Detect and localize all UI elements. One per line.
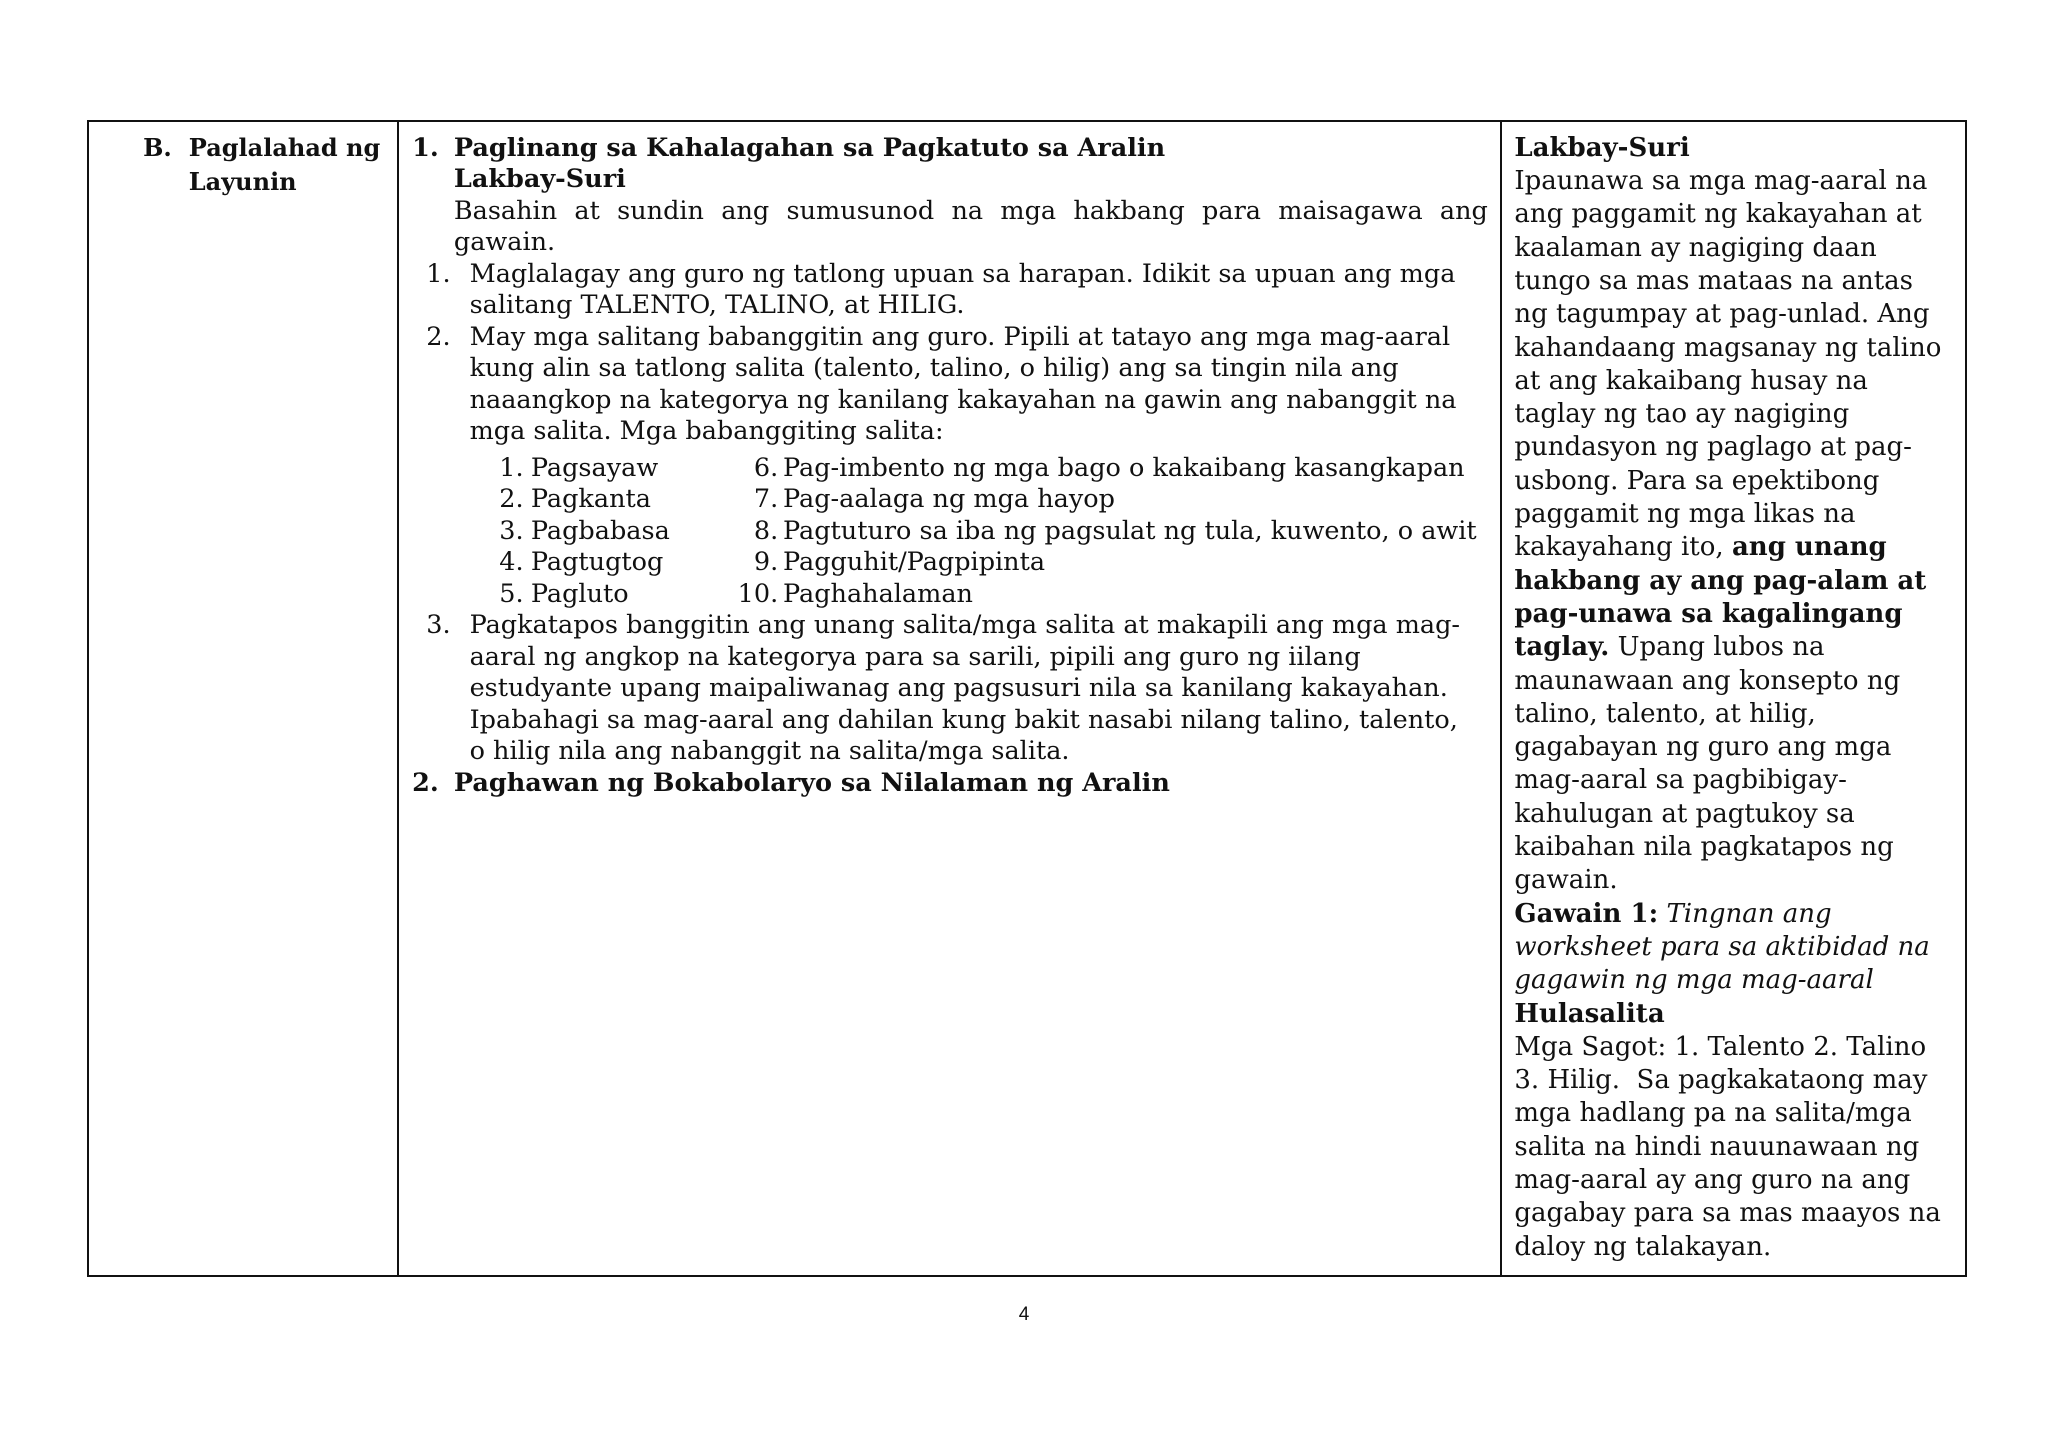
note-line: maunawaan ang konsepto ng — [1514, 665, 1901, 696]
procedure-column — [400, 122, 1502, 1275]
word-row — [400, 579, 1500, 611]
note-subheading: Hulasalita — [1514, 998, 1665, 1029]
word-number: 4. — [499, 547, 524, 578]
step-line: mga salita. Mga babanggiting salita: — [469, 416, 944, 447]
section-number: 2. — [412, 767, 439, 798]
note-line: usbong. Para sa epektibong — [1514, 465, 1880, 496]
step-line: salitang TALENTO, TALINO, at HILIG. — [469, 290, 965, 321]
note-line: mga hadlang pa na salita/mga — [1514, 1098, 1912, 1129]
word-number: 9. — [753, 547, 779, 578]
step-line: Pagkatapos banggitin ang unang salita/mga salita at makapili ang mga mag- — [469, 610, 1461, 641]
word-number: 5. — [499, 578, 524, 609]
note-line: tungo sa mas mataas na antas — [1514, 265, 1914, 296]
lesson-table — [87, 120, 1967, 1277]
note-text: Upang lubos na — [1617, 632, 1825, 663]
note-line: kahandaang magsanay ng talino — [1514, 332, 1942, 363]
note-line: talino, talento, at hilig, — [1514, 698, 1816, 729]
note-line: pundasyon ng paglago at pag- — [1514, 432, 1912, 463]
step-item — [400, 259, 1500, 322]
intro-line: Basahin at sundin ang sumusunod na mga hakbang para maisagawa ang — [453, 195, 1488, 226]
intro-line: gawain. — [453, 227, 556, 258]
note-line: ng tagumpay at pag-unlad. Ang — [1514, 299, 1930, 330]
note-line: gagabay para sa mas maayos na — [1514, 1198, 1941, 1229]
objective-heading-line: Paglalahad ng — [188, 133, 381, 163]
note-line: gawain. — [1514, 865, 1618, 896]
note-bold-text: ang unang — [1731, 532, 1887, 563]
word-text: Pagguhit/Pagpipinta — [782, 547, 1046, 578]
word-number: 1. — [499, 452, 524, 483]
section-number: 1. — [412, 132, 439, 163]
note-line: mag-aaral ay ang guro na ang — [1514, 1165, 1911, 1195]
step-number: 1. — [426, 258, 451, 289]
word-text: Pagluto — [530, 578, 629, 609]
section-title: Paglinang sa Kahalagahan sa Pagkatuto sa Aralin — [453, 132, 1166, 163]
note-line: ang paggamit ng kakayahan at — [1514, 199, 1922, 230]
notes-content — [1514, 132, 1941, 1264]
note-line: taglay ng tao ay nagiging — [1514, 399, 1850, 430]
note-line: salita na hindi nauunawaan ng — [1514, 1131, 1920, 1162]
objective-letter: B. — [143, 133, 172, 163]
note-heading: Lakbay-Suri — [1514, 132, 1690, 163]
section-title: Paghawan ng Bokabolaryo sa Nilalaman ng Aralin — [453, 767, 1170, 798]
step-item — [400, 322, 1500, 448]
note-line: gagabayan ng guro ang mga — [1514, 732, 1892, 763]
procedure-content — [400, 133, 1500, 800]
note-line: 3. Hilig. Sa pagkakataong may — [1514, 1065, 1928, 1096]
step-line: estudyante upang maipaliwanag ang pagsusuri nila sa kanilang kakayahan. — [469, 673, 1448, 704]
word-row — [400, 453, 1500, 485]
note-line: at ang kakaibang husay na — [1514, 365, 1868, 396]
word-list — [400, 453, 1500, 611]
note-line: kaalaman ay nagiging daan — [1514, 232, 1877, 263]
step-line: kung alin sa tatlong salita (talento, talino, o hilig) ang sa tingin nila ang — [469, 353, 1399, 384]
step-line: Maglalagay ang guro ng tatlong upuan sa harapan. Idikit sa upuan ang mga — [469, 258, 1456, 289]
word-text: Pagbabasa — [530, 515, 670, 546]
notes-column — [1502, 122, 1965, 1275]
activity-instruction-line: gagawin ng mga mag-aaral — [1514, 965, 1874, 996]
word-text: Paghahalaman — [782, 578, 973, 609]
step-item — [400, 610, 1500, 768]
note-bold-text: taglay. — [1514, 632, 1610, 663]
step-number: 2. — [426, 321, 451, 352]
note-line — [1514, 631, 1941, 664]
word-number: 2. — [499, 484, 524, 515]
word-number: 8. — [753, 515, 779, 546]
step-line: May mga salitang babanggitin ang guro. Pipili at tatayo ang mga mag-aaral — [469, 321, 1451, 352]
word-number: 3. — [499, 515, 524, 546]
word-text: Pag-aalaga ng mga hayop — [782, 484, 1115, 515]
note-line: paggamit ng mga likas na — [1514, 499, 1856, 530]
word-number: 6. — [753, 452, 779, 483]
activity-instruction-line: worksheet para sa aktibidad na — [1514, 931, 1930, 962]
answer-line: Mga Sagot: 1. Talento 2. Talino — [1514, 1031, 1927, 1062]
step-line: naaangkop na kategorya ng kanilang kakayahan na gawin ang nabanggit na — [469, 384, 1457, 415]
note-line: kaibahan nila pagkatapos ng — [1514, 832, 1894, 863]
note-bold-line: pag-unawa sa kagalingang — [1514, 598, 1903, 629]
word-text: Pagkanta — [530, 484, 651, 515]
step-line: aaral ng angkop na kategorya para sa sarili, pipili ang guro ng iilang — [469, 641, 1361, 672]
section-1-heading — [400, 133, 1500, 165]
objective-heading — [143, 131, 381, 199]
activity-instruction: Tingnan ang — [1666, 898, 1832, 929]
note-line: Ipaunawa sa mga mag-aaral na — [1514, 166, 1928, 197]
objective-column — [89, 122, 399, 1275]
note-line: daloy ng talakayan. — [1514, 1231, 1772, 1262]
word-number: 7. — [753, 484, 779, 515]
note-line — [1514, 531, 1941, 564]
note-line: kahulugan at pagtukoy sa — [1514, 798, 1855, 829]
activity-line — [1514, 898, 1941, 931]
word-row — [400, 547, 1500, 579]
step-line: o hilig nila ang nabanggit na salita/mga salita. — [469, 736, 1070, 767]
page-number: 4 — [1018, 1304, 1030, 1325]
word-number: 10. — [737, 578, 779, 609]
word-text: Pagsayaw — [530, 452, 659, 483]
step-line: Ipabahagi sa mag-aaral ang dahilan kung bakit nasabi nilang talino, talento, — [469, 704, 1458, 735]
activity-title: Lakbay-Suri — [453, 164, 626, 195]
word-text: Pag-imbento ng mga bago o kakaibang kasangkapan — [782, 452, 1465, 483]
word-text: Pagtuturo sa iba ng pagsulat ng tula, kuwento, o awit — [782, 515, 1477, 546]
objective-heading-line: Layunin — [188, 167, 297, 197]
step-number: 3. — [426, 610, 451, 641]
section-2-heading — [400, 768, 1500, 800]
word-row — [400, 484, 1500, 516]
word-text: Pagtugtog — [530, 547, 664, 578]
word-row — [400, 516, 1500, 548]
note-bold-line: hakbang ay ang pag-alam at — [1514, 565, 1927, 596]
note-text: kakayahang ito, — [1514, 532, 1724, 563]
note-line: mag-aaral sa pagbibigay- — [1514, 765, 1847, 796]
activity-label: Gawain 1: — [1514, 898, 1659, 929]
